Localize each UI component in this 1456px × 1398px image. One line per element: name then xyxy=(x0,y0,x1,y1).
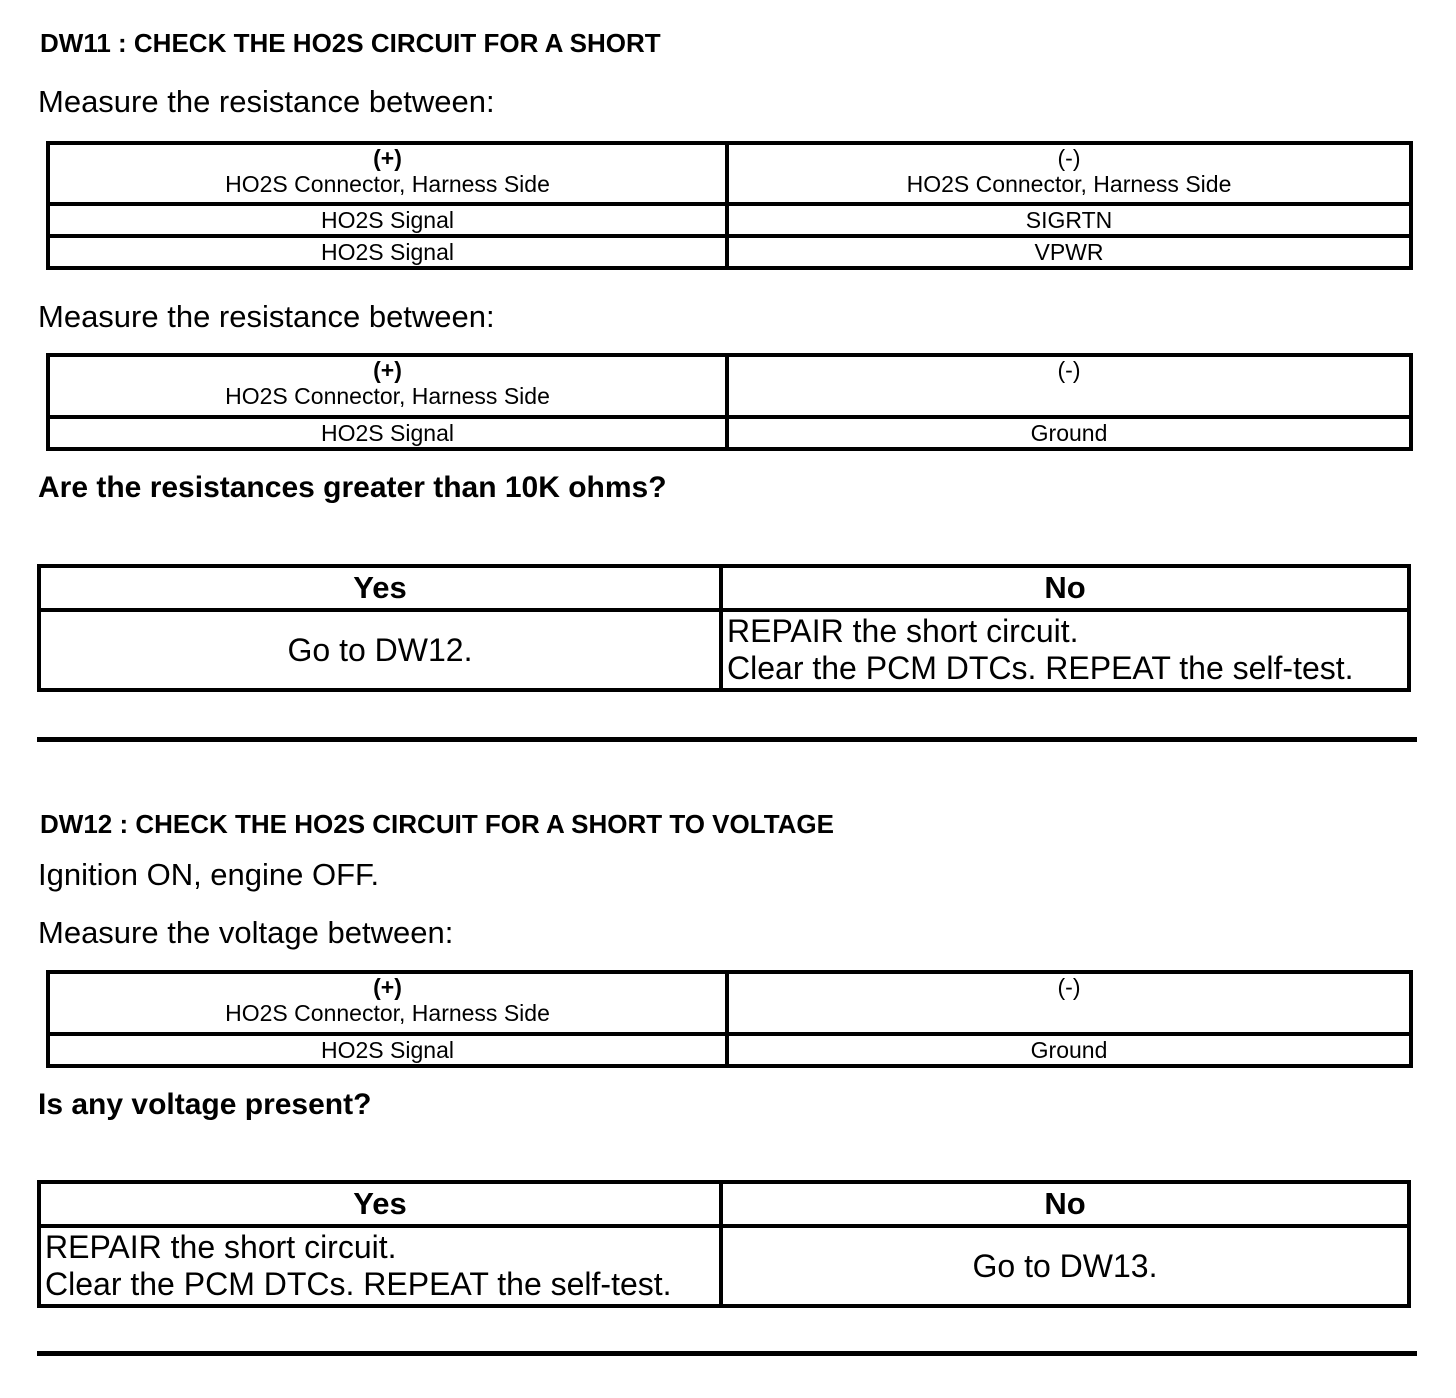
dw12-answer-table xyxy=(37,1180,1411,1308)
dw11-title: DW11 : CHECK THE HO2S CIRCUIT FOR A SHORT xyxy=(40,28,661,58)
positive-pin-cell: HO2S Signal xyxy=(48,204,727,236)
yes-header: Yes xyxy=(39,1182,721,1226)
negative-lead-header xyxy=(727,355,1411,417)
dw11-answer-table xyxy=(37,564,1411,692)
negative-pin-cell: Ground xyxy=(727,1034,1411,1066)
yes-action xyxy=(39,610,721,690)
no-action-line-1: REPAIR the short circuit. xyxy=(727,613,1079,649)
answer-row xyxy=(39,1226,1409,1306)
positive-sign: (+) xyxy=(373,145,402,171)
dw11-instruction-2: Measure the resistance between: xyxy=(38,299,495,334)
table-header-row xyxy=(48,972,1411,1034)
answer-row xyxy=(39,610,1409,690)
dw11-resistance-table-1 xyxy=(46,141,1413,270)
yes-action-line-1: REPAIR the short circuit. xyxy=(45,1229,397,1265)
table-header-row xyxy=(48,143,1411,204)
negative-sign: (-) xyxy=(1057,145,1081,171)
dw12-question: Is any voltage present? xyxy=(38,1088,372,1121)
positive-lead-label: HO2S Connector, Harness Side xyxy=(225,383,550,409)
yes-header: Yes xyxy=(39,566,721,610)
negative-lead-label: HO2S Connector, Harness Side xyxy=(906,171,1232,197)
negative-lead-header xyxy=(727,972,1411,1034)
dw12-instruction-1: Ignition ON, engine OFF. xyxy=(38,857,380,892)
positive-lead-header xyxy=(48,355,727,417)
dw12-voltage-table xyxy=(46,970,1413,1068)
table-row xyxy=(48,417,1411,449)
negative-pin-cell: Ground xyxy=(727,417,1411,449)
dw11-question: Are the resistances greater than 10K ohms? xyxy=(38,471,667,504)
positive-lead-header xyxy=(48,972,727,1034)
positive-lead-label: HO2S Connector, Harness Side xyxy=(225,171,550,197)
table-row xyxy=(48,1034,1411,1066)
dw11-resistance-table-2 xyxy=(46,353,1413,451)
table-header-row xyxy=(48,355,1411,417)
negative-sign: (-) xyxy=(1057,357,1081,383)
no-header: No xyxy=(721,566,1409,610)
positive-sign: (+) xyxy=(373,974,402,1000)
answer-header-row xyxy=(39,1182,1409,1226)
negative-pin-cell: VPWR xyxy=(727,236,1411,268)
no-header: No xyxy=(721,1182,1409,1226)
yes-action xyxy=(39,1226,721,1306)
dw12-title: DW12 : CHECK THE HO2S CIRCUIT FOR A SHORT TO VOLTAGE xyxy=(40,809,834,839)
answer-header-row xyxy=(39,566,1409,610)
positive-pin-cell: HO2S Signal xyxy=(48,417,727,449)
no-action-line-2: Clear the PCM DTCs. REPEAT the self-test. xyxy=(727,650,1354,686)
table-row xyxy=(48,236,1411,268)
positive-lead-header xyxy=(48,143,727,204)
section-divider xyxy=(37,737,1417,742)
dw12-instruction-2: Measure the voltage between: xyxy=(38,915,454,950)
no-action-text: Go to DW13. xyxy=(972,1247,1158,1284)
section-divider xyxy=(37,1351,1417,1356)
table-row xyxy=(48,204,1411,236)
no-action xyxy=(721,1226,1409,1306)
positive-sign: (+) xyxy=(373,357,402,383)
negative-pin-cell: SIGRTN xyxy=(727,204,1411,236)
negative-lead-header xyxy=(727,143,1411,204)
positive-pin-cell: HO2S Signal xyxy=(48,1034,727,1066)
positive-pin-cell: HO2S Signal xyxy=(48,236,727,268)
dw11-instruction-1: Measure the resistance between: xyxy=(38,84,495,119)
negative-sign: (-) xyxy=(1057,974,1081,1000)
yes-action-line-2: Clear the PCM DTCs. REPEAT the self-test. xyxy=(45,1266,672,1302)
no-action xyxy=(721,610,1409,690)
yes-action-text: Go to DW12. xyxy=(287,631,473,668)
positive-lead-label: HO2S Connector, Harness Side xyxy=(225,1000,550,1026)
